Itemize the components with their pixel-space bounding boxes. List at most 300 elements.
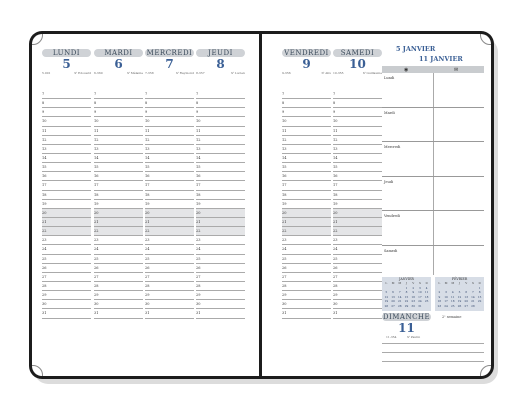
hour-row[interactable] <box>333 300 382 309</box>
hour-row[interactable] <box>333 309 382 318</box>
hour-row[interactable] <box>145 227 194 236</box>
hour-label: 19 <box>196 201 201 206</box>
calendar-date[interactable] <box>476 304 483 309</box>
hour-row[interactable] <box>333 264 382 273</box>
hour-row[interactable] <box>42 236 91 245</box>
hour-row[interactable] <box>94 282 143 291</box>
calendar-date[interactable]: 30 <box>411 303 415 308</box>
hour-row[interactable] <box>333 209 382 218</box>
clock-icon: ◉ <box>404 67 409 73</box>
hour-row[interactable] <box>145 181 194 190</box>
hour-label: 7 <box>196 92 199 96</box>
hour-label: 14 <box>282 155 287 160</box>
hour-label: 26 <box>282 265 287 270</box>
hour-label: 20 <box>94 210 99 215</box>
calendar-date[interactable]: 4 <box>425 285 428 290</box>
calendar-date[interactable]: 17 <box>444 299 448 303</box>
hour-row[interactable] <box>282 255 331 264</box>
hour-row[interactable] <box>196 200 245 209</box>
hour-row[interactable] <box>196 136 245 145</box>
day-header <box>196 49 245 76</box>
hour-label: 12 <box>42 137 47 142</box>
hour-label: 10 <box>42 119 47 124</box>
hour-row[interactable] <box>282 309 331 318</box>
hour-row[interactable] <box>333 218 382 227</box>
hour-label: 31 <box>282 311 287 316</box>
hour-label: 15 <box>145 165 150 170</box>
calendar-date[interactable]: 25 <box>451 303 455 308</box>
calendar-date[interactable]: 18 <box>424 294 429 299</box>
weekday-initial: S <box>418 281 421 285</box>
hour-label: 23 <box>282 238 287 243</box>
calendar-date[interactable]: 22 <box>477 299 482 303</box>
hour-row[interactable] <box>333 154 382 163</box>
hour-row[interactable] <box>145 273 194 282</box>
hour-row[interactable] <box>145 309 194 318</box>
calendar-date[interactable]: 4 <box>451 290 454 294</box>
hour-row[interactable] <box>333 200 382 209</box>
hour-row[interactable] <box>42 245 91 254</box>
hour-row[interactable] <box>94 227 143 236</box>
hour-row[interactable] <box>282 218 331 227</box>
hour-row[interactable] <box>196 172 245 181</box>
hour-row[interactable] <box>42 108 91 117</box>
hour-row[interactable] <box>282 90 331 99</box>
hour-row[interactable] <box>333 172 382 181</box>
hour-row[interactable] <box>42 163 91 172</box>
hour-row[interactable] <box>94 99 143 108</box>
calendar-date[interactable]: 10 <box>444 294 448 299</box>
hour-row[interactable] <box>42 172 91 181</box>
hour-label: 18 <box>42 192 47 197</box>
hour-row[interactable] <box>282 191 331 200</box>
day-number: 7 <box>165 57 174 71</box>
day-number: 11 <box>398 321 415 335</box>
hour-label: 23 <box>42 238 47 243</box>
hour-row[interactable] <box>282 117 331 126</box>
mini-calendar <box>435 277 484 311</box>
hour-row[interactable] <box>196 282 245 291</box>
weekday-initial: J <box>405 281 408 285</box>
hour-label: 9 <box>333 110 336 115</box>
hour-row[interactable] <box>42 209 91 218</box>
hour-label: 25 <box>145 256 150 261</box>
saint-name: Sᵗ Mélanie <box>126 71 143 75</box>
calendar-date[interactable]: 28 <box>398 303 402 308</box>
hour-row[interactable] <box>94 181 143 190</box>
hour-row[interactable] <box>196 236 245 245</box>
hour-row[interactable] <box>145 154 194 163</box>
weekday-initial: L <box>385 281 388 285</box>
calendar-date[interactable]: 7 <box>472 290 474 294</box>
hour-row[interactable] <box>196 264 245 273</box>
hour-label: 8 <box>333 101 336 106</box>
hour-label: 23 <box>196 238 201 243</box>
day-header <box>42 49 91 76</box>
hour-row[interactable] <box>94 291 143 300</box>
hour-row[interactable] <box>282 172 331 181</box>
hour-row[interactable] <box>282 209 331 218</box>
hour-row[interactable] <box>94 236 143 245</box>
hour-row[interactable] <box>42 218 91 227</box>
hour-row[interactable] <box>145 300 194 309</box>
hour-row[interactable] <box>94 136 143 145</box>
day-header <box>145 49 194 76</box>
hour-row[interactable] <box>333 108 382 117</box>
calendar-date[interactable]: 21 <box>471 299 475 303</box>
calendar-date[interactable]: 13 <box>464 294 468 299</box>
calendar-date[interactable]: 24 <box>444 303 448 308</box>
hour-row[interactable] <box>94 108 143 117</box>
hour-row[interactable] <box>333 291 382 300</box>
hour-row[interactable] <box>94 200 143 209</box>
hour-row[interactable] <box>333 145 382 154</box>
hour-row[interactable] <box>94 218 143 227</box>
hour-label: 29 <box>282 293 287 298</box>
hour-label: 13 <box>42 146 47 151</box>
hour-row[interactable] <box>145 200 194 209</box>
calendar-date[interactable]: 27 <box>464 303 468 308</box>
corner-mark <box>32 34 43 45</box>
hour-label: 15 <box>196 165 201 170</box>
hour-label: 11 <box>145 128 150 133</box>
hour-row[interactable] <box>282 145 331 154</box>
hour-row[interactable] <box>196 99 245 108</box>
hour-row[interactable] <box>282 264 331 273</box>
hour-label: 12 <box>94 137 99 142</box>
hour-row[interactable] <box>282 154 331 163</box>
calendar-date[interactable]: 21 <box>398 299 402 303</box>
hour-row[interactable] <box>333 181 382 190</box>
hour-row[interactable] <box>145 191 194 200</box>
hour-row[interactable] <box>145 127 194 136</box>
hour-label: 24 <box>145 247 150 252</box>
calendar-date[interactable]: 12 <box>457 294 462 299</box>
hour-row[interactable] <box>282 227 331 236</box>
hour-row[interactable] <box>42 255 91 264</box>
calendar-date[interactable]: 29 <box>404 303 409 308</box>
hour-row[interactable] <box>94 209 143 218</box>
hour-row[interactable] <box>42 136 91 145</box>
hour-row[interactable] <box>42 117 91 126</box>
hour-row[interactable] <box>196 300 245 309</box>
calendar-date[interactable]: 2 <box>438 290 441 294</box>
hour-label: 17 <box>333 183 338 188</box>
calendar-date[interactable]: 5 <box>385 290 388 294</box>
hour-row[interactable] <box>94 90 143 99</box>
hour-label: 30 <box>145 302 150 307</box>
hour-label: 27 <box>196 274 201 279</box>
calendar-date[interactable]: 9 <box>438 294 441 299</box>
hour-row[interactable] <box>196 227 245 236</box>
hour-row[interactable] <box>196 117 245 126</box>
hour-row[interactable] <box>282 181 331 190</box>
hour-row[interactable] <box>145 136 194 145</box>
day-column <box>282 90 331 319</box>
hour-row[interactable] <box>94 172 143 181</box>
hour-label: 13 <box>196 146 201 151</box>
mini-calendar-title: JANVIER <box>399 277 414 281</box>
calendar-date[interactable]: 19 <box>384 299 389 303</box>
hour-row[interactable] <box>145 209 194 218</box>
hour-row[interactable] <box>42 191 91 200</box>
hour-row[interactable] <box>94 191 143 200</box>
hour-row[interactable] <box>196 273 245 282</box>
calendar-date[interactable]: 6 <box>465 290 468 294</box>
hour-label: 16 <box>42 174 47 179</box>
hour-row[interactable] <box>333 99 382 108</box>
hour-label: 17 <box>94 183 99 188</box>
calendar-date[interactable]: 15 <box>404 294 409 299</box>
hour-row[interactable] <box>333 282 382 291</box>
hour-label: 14 <box>42 155 47 160</box>
hour-row[interactable] <box>42 273 91 282</box>
hour-row[interactable] <box>94 245 143 254</box>
hour-row[interactable] <box>282 282 331 291</box>
hour-row[interactable] <box>282 273 331 282</box>
calendar-date[interactable]: 23 <box>437 303 442 308</box>
hour-row[interactable] <box>145 108 194 117</box>
hour-label: 16 <box>196 174 201 179</box>
calendar-date[interactable]: 16 <box>411 294 415 299</box>
hour-label: 10 <box>145 119 150 124</box>
hour-row[interactable] <box>196 108 245 117</box>
hour-label: 10 <box>196 119 201 124</box>
hour-row[interactable] <box>145 90 194 99</box>
hour-label: 17 <box>145 183 150 188</box>
hour-row[interactable] <box>145 255 194 264</box>
hour-label: 8 <box>42 101 45 106</box>
hour-row[interactable] <box>196 309 245 318</box>
calendar-date[interactable]: 18 <box>451 299 455 303</box>
calendar-date[interactable]: 17 <box>418 294 422 299</box>
calendar-date[interactable]: 11 <box>424 290 429 294</box>
mini-calendar <box>382 277 431 311</box>
hour-row[interactable] <box>196 218 245 227</box>
calendar-date[interactable]: 10 <box>418 290 422 294</box>
hour-row[interactable] <box>145 218 194 227</box>
hour-row[interactable] <box>42 291 91 300</box>
calendar-date[interactable]: 27 <box>391 303 395 308</box>
calendar-date[interactable]: 8 <box>478 290 481 294</box>
hour-label: 30 <box>94 302 99 307</box>
hour-label: 22 <box>196 229 201 234</box>
hour-row[interactable] <box>196 163 245 172</box>
hour-label: 22 <box>145 229 150 234</box>
hour-row[interactable] <box>145 172 194 181</box>
calendar-date[interactable]: 25 <box>424 299 429 303</box>
hour-label: 14 <box>196 155 201 160</box>
hour-label: 16 <box>333 174 338 179</box>
hour-label: 24 <box>196 247 201 252</box>
hour-row[interactable] <box>333 236 382 245</box>
calendar-date[interactable]: 26 <box>384 303 389 308</box>
calendar-date[interactable]: 3 <box>419 285 421 290</box>
hour-row[interactable] <box>42 127 91 136</box>
hour-row[interactable] <box>282 236 331 245</box>
weekday-initial: M <box>451 281 455 285</box>
hour-row[interactable] <box>196 245 245 254</box>
hour-label: 21 <box>196 219 201 224</box>
hour-label: 26 <box>333 265 338 270</box>
day-name: SAMEDI <box>333 49 382 57</box>
hour-row[interactable] <box>94 127 143 136</box>
hour-row[interactable] <box>196 191 245 200</box>
calendar-date[interactable]: 14 <box>471 294 475 299</box>
hour-row[interactable] <box>94 154 143 163</box>
note-row <box>382 246 484 276</box>
hour-row[interactable] <box>196 291 245 300</box>
note-label: Lundi <box>384 76 395 80</box>
hour-row[interactable] <box>145 236 194 245</box>
hour-label: 31 <box>333 311 338 316</box>
hour-row[interactable] <box>196 181 245 190</box>
hour-row[interactable] <box>94 264 143 273</box>
hour-row[interactable] <box>145 163 194 172</box>
hour-label: 31 <box>94 311 99 316</box>
calendar-date[interactable]: 14 <box>398 294 402 299</box>
calendar-date[interactable]: 9 <box>412 290 415 294</box>
calendar-date[interactable]: 15 <box>477 294 482 299</box>
hour-row[interactable] <box>42 154 91 163</box>
hour-row[interactable] <box>145 145 194 154</box>
hour-row[interactable] <box>94 117 143 126</box>
hour-row[interactable] <box>196 255 245 264</box>
hour-label: 18 <box>145 192 150 197</box>
calendar-date[interactable]: 5 <box>458 290 461 294</box>
calendar-date[interactable]: 20 <box>391 299 395 303</box>
hour-row[interactable] <box>196 154 245 163</box>
hour-row[interactable] <box>145 282 194 291</box>
hour-row[interactable] <box>196 127 245 136</box>
calendar-date[interactable]: 19 <box>457 299 462 303</box>
hour-row[interactable] <box>333 127 382 136</box>
hour-row[interactable] <box>145 264 194 273</box>
hour-row[interactable] <box>42 282 91 291</box>
hour-row[interactable] <box>94 309 143 318</box>
hour-row[interactable] <box>282 163 331 172</box>
hour-row[interactable] <box>282 245 331 254</box>
note-row <box>382 73 484 108</box>
hour-label: 9 <box>196 110 199 115</box>
hour-label: 20 <box>282 210 287 215</box>
hour-row[interactable] <box>333 136 382 145</box>
hour-label: 25 <box>282 256 287 261</box>
hour-row[interactable] <box>196 90 245 99</box>
day-count: 8-357 <box>196 71 205 75</box>
hour-label: 12 <box>282 137 287 142</box>
hour-row[interactable] <box>42 99 91 108</box>
hour-row[interactable] <box>282 291 331 300</box>
calendar-date[interactable]: 28 <box>471 303 475 308</box>
weekday-initial: M <box>391 281 395 285</box>
hour-label: 11 <box>42 128 47 133</box>
calendar-date[interactable]: 3 <box>445 290 447 294</box>
hour-row[interactable] <box>196 209 245 218</box>
hour-label: 9 <box>42 110 45 115</box>
hour-row[interactable] <box>145 99 194 108</box>
calendar-date[interactable]: 20 <box>464 299 468 303</box>
note-row <box>382 177 484 212</box>
hour-row[interactable] <box>42 264 91 273</box>
hour-row[interactable] <box>282 127 331 136</box>
hour-row[interactable] <box>333 191 382 200</box>
calendar-date[interactable]: 22 <box>404 299 409 303</box>
hour-row[interactable] <box>94 273 143 282</box>
calendar-date[interactable] <box>423 304 430 309</box>
hour-row[interactable] <box>94 163 143 172</box>
hour-row[interactable] <box>333 117 382 126</box>
hour-row[interactable] <box>42 300 91 309</box>
calendar-date[interactable]: 13 <box>391 294 395 299</box>
hour-row[interactable] <box>42 90 91 99</box>
hour-row[interactable] <box>333 273 382 282</box>
day-column <box>94 90 143 319</box>
hour-row[interactable] <box>282 108 331 117</box>
hour-row[interactable] <box>42 200 91 209</box>
hour-row[interactable] <box>42 145 91 154</box>
calendar-date[interactable]: 2 <box>412 285 415 290</box>
calendar-date[interactable]: 7 <box>398 290 401 294</box>
hour-row[interactable] <box>42 309 91 318</box>
saint-name: Sᵗ Guillaume <box>362 71 382 75</box>
hour-label: 13 <box>333 146 338 151</box>
day-column <box>145 90 194 319</box>
day-number: 6 <box>114 57 123 71</box>
hour-row[interactable] <box>196 145 245 154</box>
calendar-date[interactable]: 8 <box>405 290 408 294</box>
hour-row[interactable] <box>333 90 382 99</box>
calendar-date[interactable]: 11 <box>451 294 455 299</box>
hour-row[interactable] <box>145 245 194 254</box>
calendar-date[interactable]: 6 <box>392 290 394 294</box>
hour-label: 14 <box>145 155 150 160</box>
hour-row[interactable] <box>94 255 143 264</box>
day-name: DIMANCHE <box>382 313 431 321</box>
hour-row[interactable] <box>42 181 91 190</box>
hour-row[interactable] <box>333 245 382 254</box>
hour-row[interactable] <box>145 117 194 126</box>
hour-label: 11 <box>333 128 338 133</box>
calendar-date[interactable]: 31 <box>418 303 422 308</box>
hour-row[interactable] <box>333 227 382 236</box>
calendar-date[interactable]: 23 <box>411 299 415 303</box>
hour-row[interactable] <box>333 255 382 264</box>
calendar-date[interactable]: 24 <box>418 299 422 303</box>
hour-label: 27 <box>282 274 287 279</box>
hour-row[interactable] <box>94 300 143 309</box>
calendar-date[interactable]: 12 <box>384 294 389 299</box>
calendar-date[interactable]: 1 <box>405 285 408 290</box>
hour-label: 25 <box>196 256 201 261</box>
corner-mark <box>32 365 43 376</box>
hour-row[interactable] <box>282 200 331 209</box>
calendar-date[interactable]: 16 <box>437 299 442 303</box>
hour-label: 30 <box>333 302 338 307</box>
hour-row[interactable] <box>94 145 143 154</box>
hour-label: 28 <box>145 283 150 288</box>
hour-row[interactable] <box>42 227 91 236</box>
hour-row[interactable] <box>333 163 382 172</box>
hour-row[interactable] <box>282 99 331 108</box>
calendar-date[interactable]: 26 <box>457 303 462 308</box>
hour-row[interactable] <box>282 136 331 145</box>
calendar-date[interactable]: 1 <box>478 285 481 290</box>
hour-label: 20 <box>196 210 201 215</box>
hour-row[interactable] <box>145 291 194 300</box>
hour-label: 16 <box>145 174 150 179</box>
hour-row[interactable] <box>282 300 331 309</box>
